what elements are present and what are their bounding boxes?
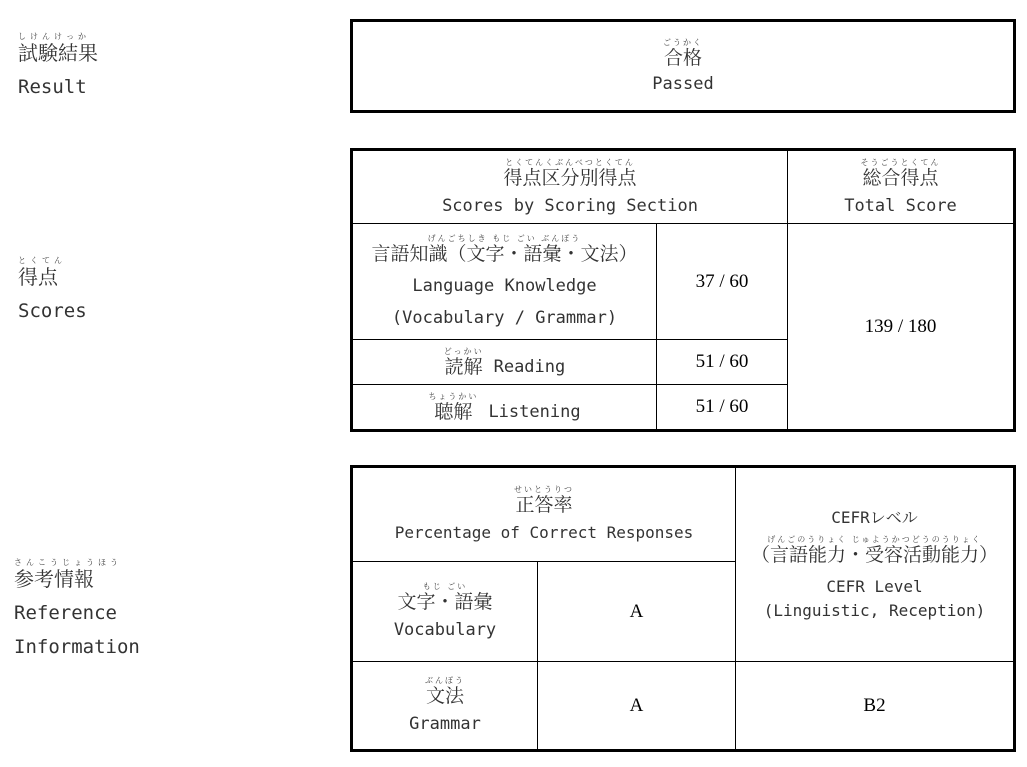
language-knowledge-score	[657, 224, 787, 339]
result-label-jp: 試験結果	[18, 41, 98, 65]
result-label	[18, 32, 98, 99]
cefr-title: CEFRレベル	[831, 508, 918, 527]
vocabulary-label	[353, 562, 537, 661]
reading-ruby: どっかい	[443, 346, 484, 356]
vocabulary-ruby: もじ ごい	[422, 582, 468, 591]
result-label-ruby: しけんけっか	[18, 32, 90, 41]
total-score-value: 139 / 180	[864, 315, 937, 337]
language-knowledge-ruby: げんごちしき もじ ごい ぶんぽう	[427, 234, 582, 243]
grammar-jp: 文法	[425, 685, 464, 707]
result-status	[353, 22, 1013, 110]
scores-table	[350, 148, 1016, 432]
correct-responses-header	[353, 468, 735, 561]
listening-score-value: 51 / 60	[695, 396, 749, 417]
listening-ruby: ちょうかい	[428, 391, 479, 401]
section-label-language-knowledge	[353, 224, 656, 339]
reading-jp: 読解	[444, 355, 483, 378]
grammar-grade	[538, 662, 735, 749]
result-status-jp: 合格	[663, 46, 702, 69]
section-scores-header-ruby: とくてんくぶんべつとくてん	[505, 157, 635, 167]
reading-score-value: 51 / 60	[695, 351, 749, 372]
reading-en: Reading	[493, 356, 566, 377]
result-box	[350, 19, 1016, 113]
section-scores-header-jp: 得点区分別得点	[503, 166, 637, 189]
cefr-header-en-sub: (Linguistic, Reception)	[763, 601, 986, 620]
total-score	[788, 224, 1013, 429]
reference-label	[14, 558, 140, 659]
vocabulary-jp: 文字・語彙	[397, 591, 493, 613]
section-scores-header-en: Scores by Scoring Section	[442, 195, 698, 216]
result-status-ruby: ごうかく	[663, 37, 703, 47]
cefr-header-en: CEFR Level	[826, 577, 923, 596]
listening-en: Listening	[488, 401, 581, 422]
total-score-header-jp: 総合得点	[862, 166, 939, 189]
cefr-header-jp: （言語能力・受容活動能力）	[750, 544, 998, 566]
total-score-header-en: Total Score	[844, 195, 957, 216]
language-knowledge-jp: 言語知識（文字・語彙・文法）	[371, 243, 638, 265]
total-score-header-ruby: そうごうとくてん	[860, 157, 941, 167]
listening-score	[657, 385, 787, 429]
section-label-listening	[353, 385, 656, 429]
language-knowledge-en-sub: (Vocabulary / Grammar)	[391, 308, 618, 328]
reference-table	[350, 465, 1016, 752]
reading-score	[657, 340, 787, 384]
scores-label-ruby: とくてん	[18, 256, 66, 265]
grammar-ruby: ぶんぽう	[425, 676, 465, 685]
reference-label-ruby: さんこうじょうほう	[14, 558, 122, 567]
correct-responses-header-en: Percentage of Correct Responses	[394, 523, 694, 542]
total-score-header	[788, 151, 1013, 223]
correct-responses-header-ruby: せいとうりつ	[514, 485, 574, 494]
vocabulary-grade-value: A	[629, 600, 644, 622]
language-knowledge-en: Language Knowledge	[412, 276, 597, 296]
section-scores-header	[353, 151, 787, 223]
result-label-en: Result	[18, 76, 87, 98]
reference-label-en1: Reference	[14, 602, 117, 624]
cefr-header	[736, 468, 1013, 661]
section-label-reading	[353, 340, 656, 384]
scores-label-en: Scores	[18, 300, 87, 322]
result-status-en: Passed	[652, 73, 714, 94]
vocabulary-en: Vocabulary	[393, 620, 497, 640]
grammar-en: Grammar	[409, 714, 481, 734]
cefr-level	[736, 662, 1013, 749]
listening-jp: 聴解	[434, 400, 473, 423]
scores-label	[18, 256, 87, 323]
scores-label-jp: 得点	[18, 265, 58, 289]
cefr-level-value: B2	[863, 694, 886, 716]
reference-label-jp: 参考情報	[14, 567, 94, 591]
grammar-label	[353, 662, 537, 749]
language-knowledge-score-value: 37 / 60	[695, 270, 749, 292]
grammar-grade-value: A	[629, 694, 644, 716]
vocabulary-grade	[538, 562, 735, 661]
correct-responses-header-jp: 正答率	[515, 494, 573, 516]
cefr-header-ruby: げんごのうりょく じゅようかつどうのうりょく	[767, 535, 982, 544]
reference-label-en2: Information	[14, 636, 140, 658]
